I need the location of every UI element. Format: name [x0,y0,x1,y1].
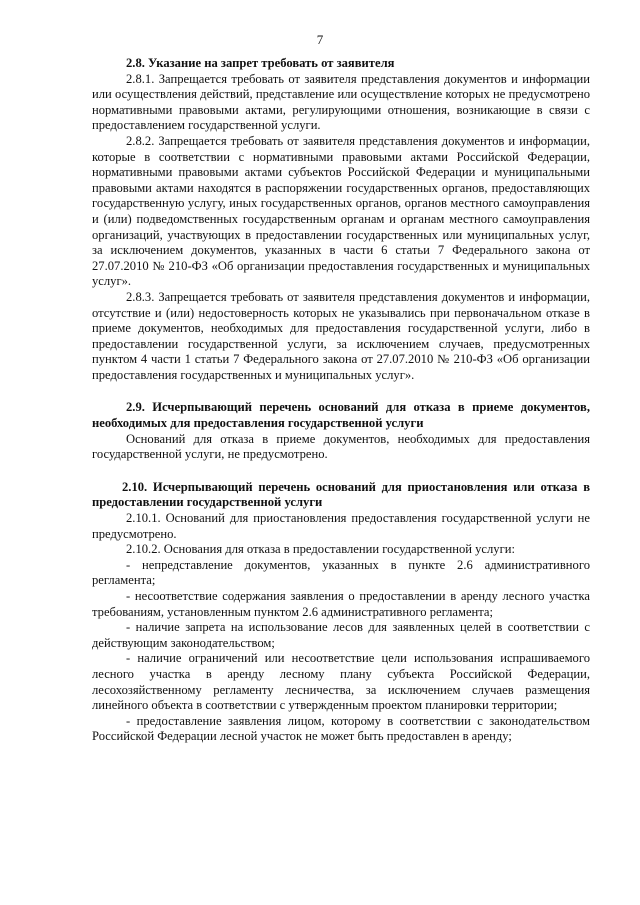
paragraph-2-10-1: 2.10.1. Оснований для приостановления предоставления государственной услуги не предусмотрено. [92,511,590,541]
paragraph-2-8-2: 2.8.2. Запрещается требовать от заявителя представления документов и информации, которые в соответствии с нормативными правовыми актами Российской Федерации, нормативными правовыми актами субъектов Российской Федерации и муниципальными правовыми актами находятся в распоряжении государственных органов, предоставляющих государственную услугу, иных государственных органов, органов местного самоуправления и (или) подведомственных государственным органам и органам местного самоуправления организаций, участвующих в предоставлении государственных или муниципальных услуг, за исключением документов, указанных в части 6 статьи 7 Федерального закона от 27.07.2010 № 210-ФЗ «Об организации предоставления государственных и муниципальных услуг». [92,133,590,289]
page-number: 7 [316,32,324,47]
section-2-9-heading: 2.9. Исчерпывающий перечень оснований для отказа в приеме документов, необходимых для предоставления государственной услуги [92,400,590,431]
paragraph-2-8-3: 2.8.3. Запрещается требовать от заявителя представления документов и информации, отсутствие и (или) недостоверность которых не указывались при первоначальном отказе в приеме документов, необходимых для предоставления государственной услуги, либо в предоставлении государственной услуги, за исключением случаев, предусмотренных пунктом 4 части 1 статьи 7 Федерального закона от 27.07.2010 № 210-ФЗ «Об организации предоставления государственных и муниципальных услуг». [92,289,590,382]
paragraph-2-10-2: 2.10.2. Основания для отказа в предоставлении государственной услуги: [126,542,515,557]
document-body [92,56,590,745]
section-2-9 [92,400,590,462]
list-item: - непредставление документов, указанных в пункте 2.6 административного регламента; [92,557,590,588]
section-2-10 [92,480,590,745]
section-2-8 [92,56,590,383]
list-item: - наличие ограничений или несоответствие цели использования испрашиваемого лесного участка в аренду лесному плану субъекта Российской Федерации, лесохозяйственному регламенту лесничества, за исключением случаев размещения линейного объекта в соответствии с утвержденным проектом планировки территории; [92,651,590,713]
paragraph-2-8-1: 2.8.1. Запрещается требовать от заявителя представления документов и информации или осуществления действий, представление или осуществление которых не предусмотрено нормативными правовыми актами, регулирующими отношения, возникающие в связи с предоставлением государственной услуги. [92,71,590,133]
paragraph-2-9: Оснований для отказа в приеме документов, необходимых для предоставления государственной услуги, не предусмотрено. [92,431,590,462]
list-item: - несоответствие содержания заявления о предоставлении в аренду лесного участка требованиям, установленным пунктом 2.6 административного регламента; [92,589,590,619]
section-2-8-heading: 2.8. Указание на запрет требовать от заявителя [126,56,395,70]
list-item: - предоставление заявления лицом, которому в соответствии с законодательством Российской Федерации лесной участок не может быть предоставлен в аренду; [92,713,590,744]
list-item: - наличие запрета на использование лесов для заявленных целей в соответствии с действующим законодательством; [92,620,590,650]
section-2-10-heading: 2.10. Исчерпывающий перечень оснований для приостановления или отказа в предоставлении государственной услуги [92,479,590,510]
